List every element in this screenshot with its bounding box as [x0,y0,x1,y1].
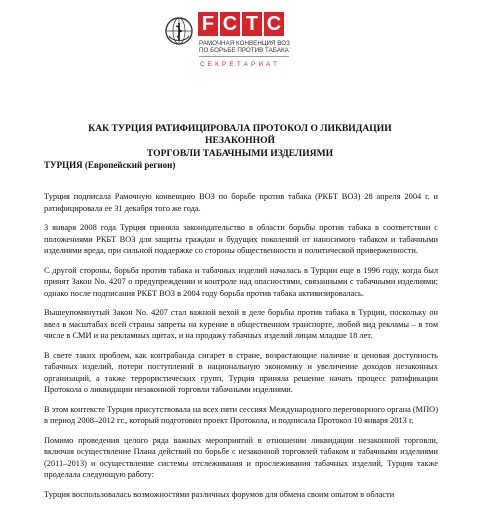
logo-subtitle [199,40,290,54]
paragraph: 3 января 2008 года Турция приняла законодательство в области борьбы против табака в соответствии с положениями РКБТ ВОЗ для защиты граждан и будущих поколений от наносимого табаком и табачными изделиями вреда, при сильной поддержке со стороны общественности и политической приверженности. [44,223,438,255]
title-line2: ТОРГОВЛИ ТАБАЧНЫМИ ИЗДЕЛИЯМИ [146,147,334,159]
logo-letter: C [220,12,240,36]
document-title [72,123,408,160]
logo-divider [199,56,289,57]
document-body [44,191,438,506]
logo-letter: T [242,12,262,36]
paragraph: Турция подписала Рамочную конвенцию ВОЗ по борьбе против табака (РКБТ ВОЗ) 28 апреля 2004 г. и ратифицировала ее 31 декабря того же года. [44,192,438,213]
paragraph: Турция воспользовалась возможностями различных форумов для обмена своим опытом в области [44,489,395,499]
paragraph: В свете таких проблем, как контрабанда сигарет в стране, возрастающие наличие и ценовая доступность табачных изделий, потери поступлений в национальную экономику и увеличение доходов незаконных организаций, а также террористических групп, Турция приняла решение начать процесс ратификации Протокола о ликвидации незаконной торговли табачными изделиями. [44,350,438,394]
paragraph: Помимо проведения целого ряда важных мероприятий в отношении ликвидации незаконной торговли, включая осуществление Плана действий по борьбе с незаконной торговлей табаком и табачными изделиями (2011–2013) и осуществление системы отслеживания и прослеживания табачных изделий, Турция также проделала следующую работу: [44,435,438,479]
paragraph: С другой стороны, борьба против табака и табачных изделий началась в Турции еще в 1996 году, когда был принят Закон No. 4207 о предупреждении и контроле над опасностями, связанными с табачными изделиями; однако после подписания РКБТ ВОЗ в 2004 году борьба против табака активизировалась. [44,265,438,298]
title-line1: КАК ТУРЦИЯ РАТИФИЦИРОВАЛА ПРОТОКОЛ О ЛИКВИДАЦИИ НЕЗАКОННОЙ [88,123,392,147]
region-heading: ТУРЦИЯ (Европейский регион) [44,160,176,170]
logo-secretariat: СЕКРЕТАРИАТ [200,61,281,68]
paragraph: Вышеупомянутый Закон No. 4207 стал важной вехой в деле борьбы против табака в Турции, поскольку он ввел в масштабах всей страны запреты на курение в общественном транспорте, любой вид рекламы – в том числе в СМИ и на рекламных щитах, и на продажу табачных изделий лицам младше 18 лет. [44,308,438,340]
fctc-logo [164,10,324,96]
logo-letter: F [198,12,218,36]
logo-letter: C [264,12,284,36]
logo-subtitle-line2: ПО БОРЬБЕ ПРОТИВ ТАБАКА [199,47,289,55]
who-emblem-icon [164,16,194,46]
fctc-wordmark [198,12,284,36]
paragraph: В этом контексте Турция присутствовала на всех пяти сессиях Международного переговорного органа (МПО) в период 2008–2012 гг., который подготовил проект Протокола, и подписала Протокол 10 января 2013 г. [44,404,438,425]
logo-subtitle-line1: РАМОЧНАЯ КОНВЕНЦИЯ ВОЗ [199,40,290,47]
